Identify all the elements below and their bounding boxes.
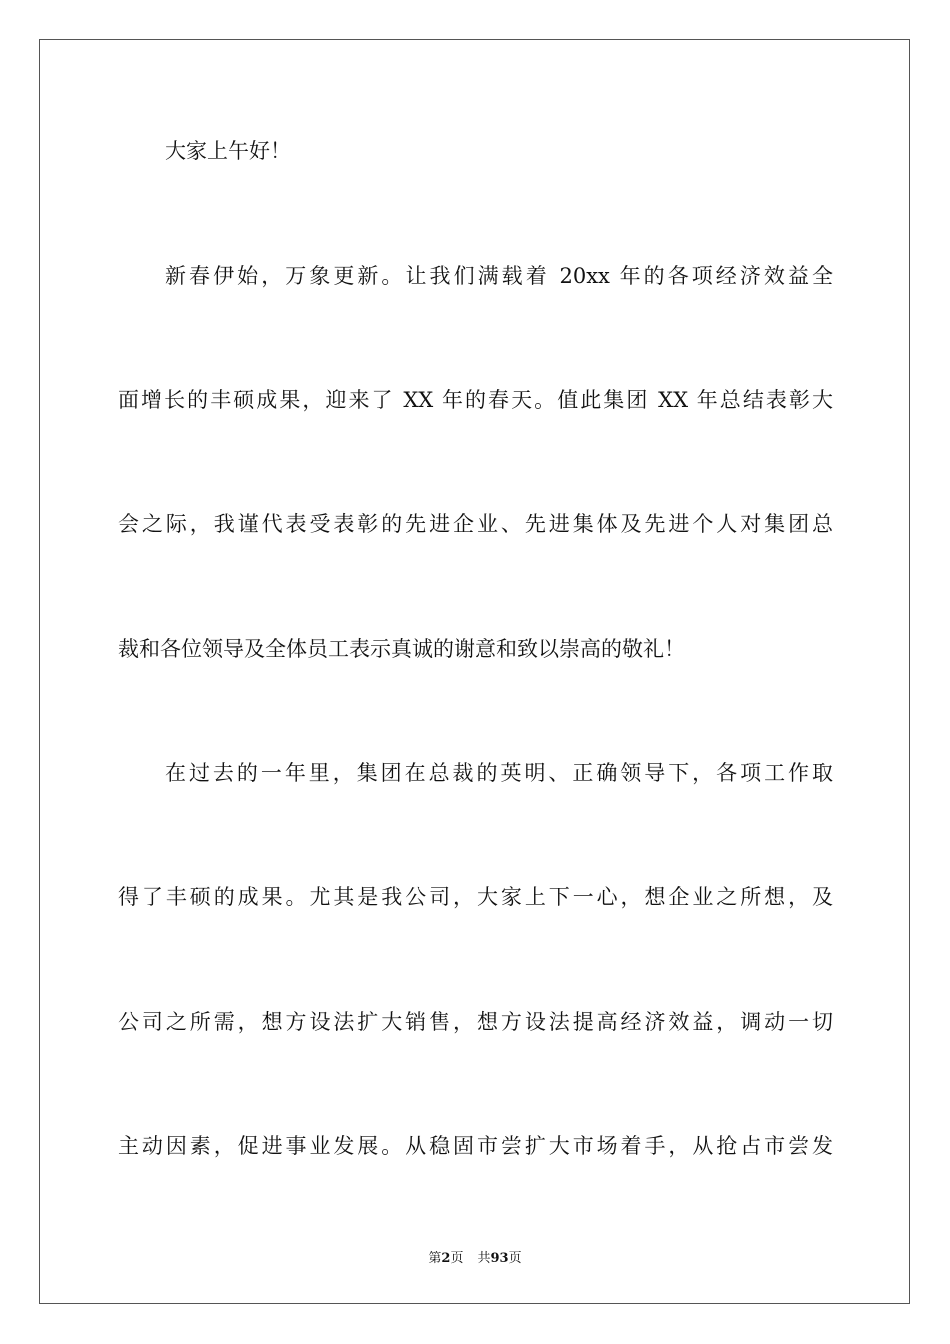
total-pages: 93 [490,1251,509,1266]
total-suffix: 页 [508,1251,522,1266]
paragraph-2-line-3: 公司之所需，想方设法扩大销售，想方设法提高经济效益，调动一切 [118,1010,833,1034]
page-suffix: 页 [450,1251,464,1266]
paragraph-2-line-2: 得了丰硕的成果。尤其是我公司，大家上下一心，想企业之所想，及 [118,885,833,909]
paragraph-1-line-4: 裁和各位领导及全体员工表示真诚的谢意和致以崇高的敬礼！ [118,637,685,661]
page-number: 2 [441,1251,451,1266]
paragraph-1-line-1: 新春伊始，万象更新。让我们满载着 20xx 年的各项经济效益全 [165,264,833,288]
paragraph-2-line-4: 主动因素，促进事业发展。从稳固市尝扩大市场着手，从抢占市尝发 [118,1134,833,1158]
paragraph-2-line-1: 在过去的一年里，集团在总裁的英明、正确领导下，各项工作取 [165,761,833,785]
paragraph-1-line-3: 会之际，我谨代表受表彰的先进企业、先进集体及先进个人对集团总 [118,512,833,536]
page-prefix: 第 [428,1251,442,1266]
greeting-line: 大家上午好！ [165,139,291,163]
paragraph-1-line-2: 面增长的丰硕成果，迎来了 XX 年的春天。值此集团 XX 年总结表彰大 [118,388,833,412]
total-prefix: 共 [477,1251,491,1266]
page-footer [0,1247,950,1266]
page-border [39,39,910,1304]
